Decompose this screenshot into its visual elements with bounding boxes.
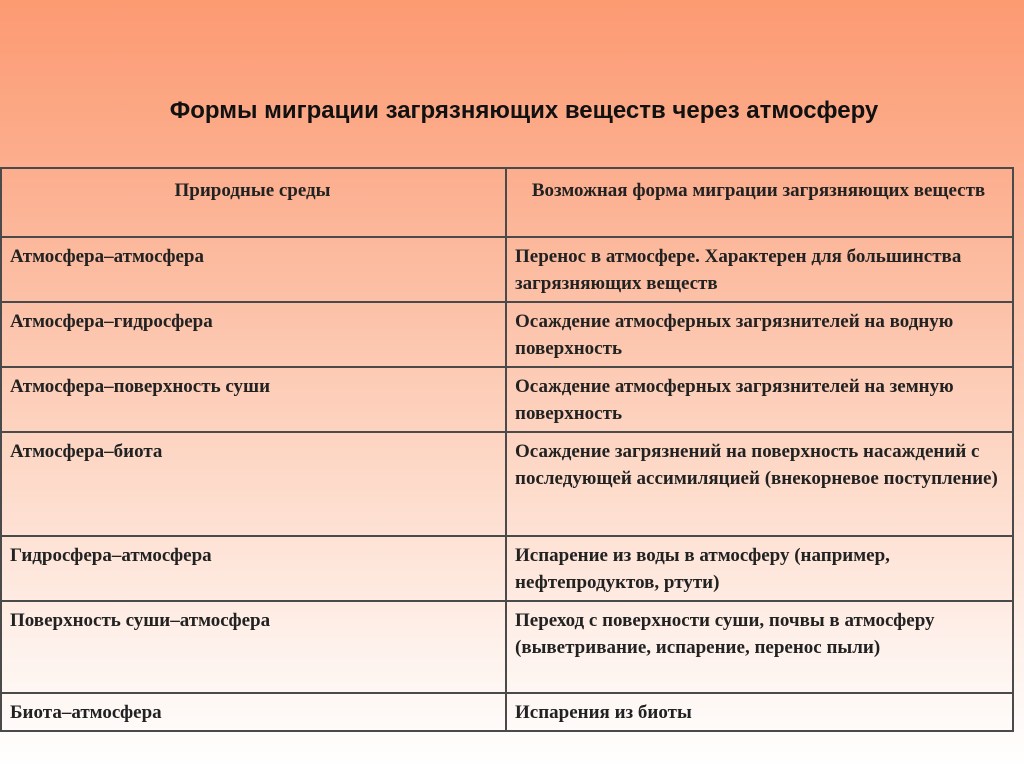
table-header-row — [1, 168, 1013, 237]
header-natural-media: Природные среды — [1, 168, 506, 237]
cell-medium: Атмосфера–атмосфера — [1, 237, 506, 302]
cell-form: Переход с поверхности суши, почвы в атмосферу (выветривание, испарение, перенос пыли) — [506, 601, 1013, 693]
table-row — [1, 536, 1013, 601]
cell-medium: Атмосфера–биота — [1, 432, 506, 536]
cell-form: Испарение из воды в атмосферу (например, нефтепродуктов, ртути) — [506, 536, 1013, 601]
migration-table — [0, 167, 1014, 732]
cell-form: Осаждение атмосферных загрязнителей на водную поверхность — [506, 302, 1013, 367]
cell-medium: Гидросфера–атмосфера — [1, 536, 506, 601]
table-row — [1, 432, 1013, 536]
table-row — [1, 237, 1013, 302]
cell-form: Осаждение атмосферных загрязнителей на земную поверхность — [506, 367, 1013, 432]
cell-medium: Атмосфера–гидросфера — [1, 302, 506, 367]
cell-medium: Биота–атмосфера — [1, 693, 506, 731]
cell-form: Осаждение загрязнений на поверхность насаждений с последующей ассимиляцией (внекорневое поступление) — [506, 432, 1013, 536]
cell-form: Испарения из биоты — [506, 693, 1013, 731]
table-row — [1, 302, 1013, 367]
cell-medium: Поверхность суши–атмосфера — [1, 601, 506, 693]
cell-medium: Атмосфера–поверхность суши — [1, 367, 506, 432]
slide-title: Формы миграции загрязняющих веществ через атмосферу — [169, 97, 879, 124]
cell-form: Перенос в атмосфере. Характерен для большинства загрязняющих веществ — [506, 237, 1013, 302]
table-row — [1, 601, 1013, 693]
table-row — [1, 367, 1013, 432]
table-row — [1, 693, 1013, 731]
header-migration-form: Возможная форма миграции загрязняющих веществ — [506, 168, 1013, 237]
